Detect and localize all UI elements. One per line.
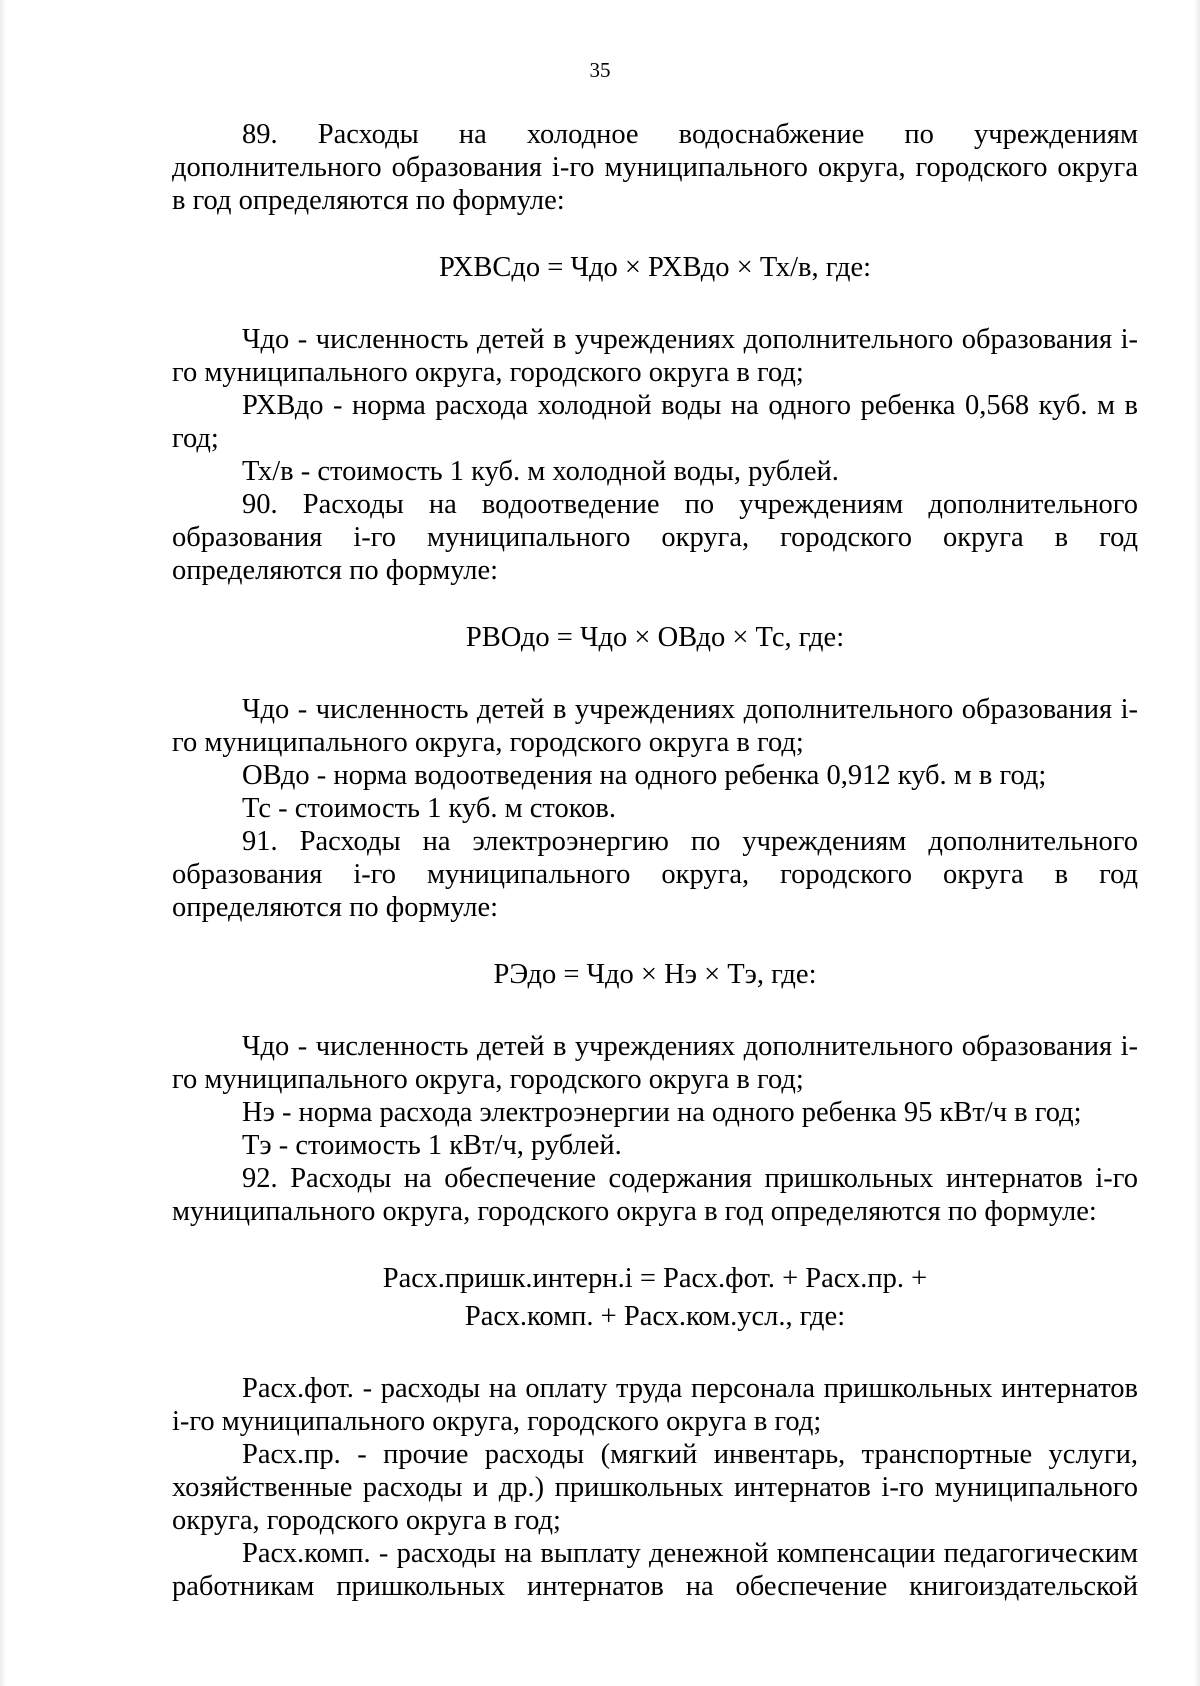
- scan-edge-left: [0, 0, 6, 1686]
- paragraph: Расх.пр. - прочие расходы (мягкий инвентарь, транспортные услуги, хозяйственные расходы и др.) пришкольных интернатов i-го муниципального округа, городского округа в год;: [172, 1439, 1138, 1536]
- paragraph: Тх/в - стоимость 1 куб. м холодной воды, рублей.: [242, 456, 839, 487]
- scan-edge-right: [1194, 0, 1200, 1686]
- paragraph: Расх.фот. - расходы на оплату труда персонала пришкольных интернатов i-го муниципального округа, городского округа в год;: [172, 1373, 1138, 1437]
- paragraph: Тэ - стоимость 1 кВт/ч, рублей.: [242, 1130, 622, 1161]
- paragraph: Чдо - численность детей в учреждениях дополнительного образования i-го муниципального округа, городского округа в год;: [172, 324, 1138, 388]
- page-number: 35: [589, 58, 611, 82]
- paragraph: Нэ - норма расхода электроэнергии на одного ребенка 95 кВт/ч в год;: [242, 1097, 1082, 1128]
- paragraph: Тс - стоимость 1 куб. м стоков.: [242, 793, 616, 824]
- formula-line: РХВСдо = Чдо × РХВдо × Тх/в, где:: [438, 252, 872, 283]
- formula: [172, 1260, 1138, 1336]
- paragraph: Чдо - численность детей в учреждениях дополнительного образования i-го муниципального округа, городского округа в год;: [172, 694, 1138, 758]
- formula-line: РВОдо = Чдо × ОВдо × Тс, где:: [465, 622, 845, 653]
- paragraph: Расх.комп. - расходы на выплату денежной компенсации педагогическим работникам пришкольных интернатов на обеспечение книгоиздательской: [172, 1538, 1138, 1602]
- formula-line: Расх.пришк.интерн.i = Расх.фот. + Расх.пр. +: [382, 1263, 928, 1294]
- paragraph: 92. Расходы на обеспечение содержания пришкольных интернатов i-го муниципального округа, городского округа в год определяются по формуле:: [172, 1163, 1138, 1227]
- formula: [172, 619, 1138, 657]
- paragraph: Чдо - численность детей в учреждениях дополнительного образования i-го муниципального округа, городского округа в год;: [172, 1031, 1138, 1095]
- paragraph: 90. Расходы на водоотведение по учреждениям дополнительного образования i-го муниципального округа, городского округа в год определяются по формуле:: [172, 489, 1138, 586]
- formula: [172, 956, 1138, 994]
- paragraph: РХВдо - норма расхода холодной воды на одного ребенка 0,568 куб. м в год;: [172, 390, 1138, 454]
- document-body: [172, 118, 1138, 1636]
- paragraph: 91. Расходы на электроэнергию по учреждениям дополнительного образования i-го муниципального округа, городского округа в год определяются по формуле:: [172, 826, 1138, 923]
- paragraph: 89. Расходы на холодное водоснабжение по учреждениям дополнительного образования i-го муниципального округа, городского округа в год определяются по формуле:: [172, 119, 1138, 216]
- paragraph: ОВдо - норма водоотведения на одного ребенка 0,912 куб. м в год;: [242, 760, 1047, 791]
- formula-line: РЭдо = Чдо × Нэ × Тэ, где:: [493, 959, 817, 990]
- formula-line: Расх.комп. + Расх.ком.усл., где:: [464, 1301, 846, 1332]
- formula: [172, 249, 1138, 287]
